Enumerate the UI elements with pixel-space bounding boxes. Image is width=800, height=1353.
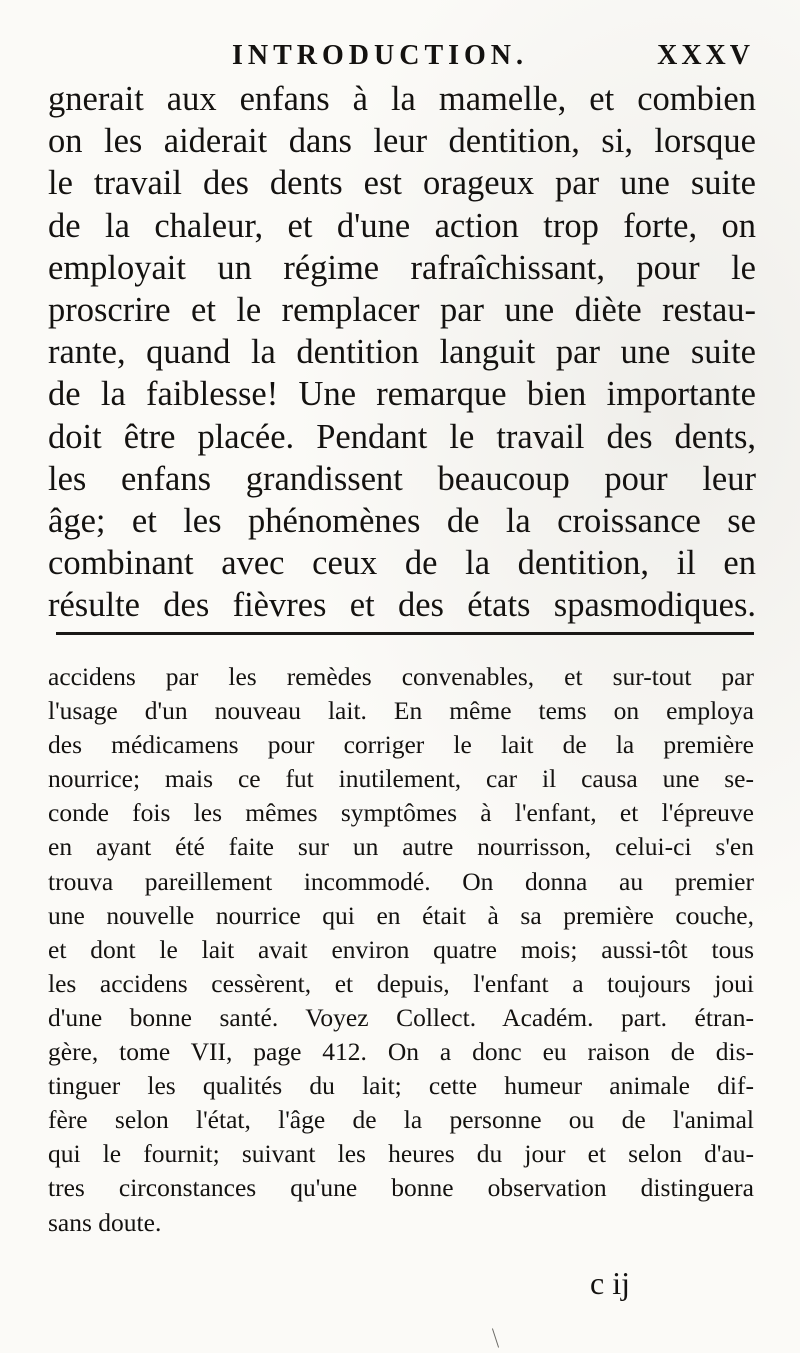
main-text-line: on les aiderait dans leur dentition, si, lorsque	[48, 122, 756, 161]
main-text-line: de la faiblesse! Une remarque bien importante	[48, 375, 756, 414]
footnote-line: l'usage d'un nouveau lait. En même tems on employa	[48, 696, 754, 726]
main-text-line: âge; et les phénomènes de la croissance se	[48, 502, 756, 541]
running-header	[232, 40, 754, 76]
footnote-line: conde fois les mêmes symptômes à l'enfant, et l'épreuve	[48, 798, 754, 828]
main-text-line: proscrire et le remplacer par une diète restau-	[48, 291, 756, 330]
footnote-line: en ayant été faite sur un autre nourrisson, celui-ci s'en	[48, 832, 754, 862]
page-number: XXXV	[657, 40, 754, 71]
running-title: INTRODUCTION.	[232, 40, 529, 71]
footnote-line: qui le fournit; suivant les heures du jour et selon d'au-	[48, 1139, 754, 1169]
footnote-line: une nouvelle nourrice qui en était à sa première couche,	[48, 900, 754, 930]
footnote-line: d'une bonne santé. Voyez Collect. Académ. part. étran-	[48, 1002, 754, 1032]
footnote-line: accidens par les remèdes convenables, et sur-tout par	[48, 662, 754, 691]
footnote-line: trouva pareillement incommodé. On donna au premier	[48, 866, 754, 896]
main-text-line: le travail des dents est orageux par une suite	[48, 164, 756, 203]
signature-mark: c ij	[590, 1265, 630, 1301]
footnote-line: tres circonstances qu'une bonne observation distinguera	[48, 1173, 754, 1203]
footnote-block	[48, 660, 754, 1240]
footnote-line: nourrice; mais ce fut inutilement, car il causa une se-	[48, 764, 754, 794]
main-text-line: employait un régime rafraîchissant, pour le	[48, 248, 756, 287]
footnote-line: sans doute.	[48, 1207, 162, 1237]
main-text-line: combinant avec ceux de la dentition, il en	[48, 544, 756, 583]
main-text-line: les enfans grandissent beaucoup pour leur	[48, 459, 756, 498]
footnote-divider	[56, 632, 754, 635]
main-text-line: doit être placée. Pendant le travail des dents,	[48, 417, 756, 456]
main-text-line: résulte des fièvres et des états spasmodiques.	[48, 586, 756, 625]
footnote-line: des médicamens pour corriger le lait de la première	[48, 730, 754, 760]
paper-speck	[492, 1328, 499, 1347]
footnote-line: les accidens cessèrent, et depuis, l'enfant a toujours joui	[48, 968, 754, 998]
main-text-line: de la chaleur, et d'une action trop forte, on	[48, 206, 756, 245]
footnote-line: tinguer les qualités du lait; cette humeur animale dif-	[48, 1071, 754, 1101]
main-text-line: gnerait aux enfans à la mamelle, et combien	[48, 80, 756, 118]
footnote-line: et dont le lait avait environ quatre mois; aussi-tôt tous	[48, 934, 754, 964]
main-text-block	[48, 78, 756, 627]
footnote-line: gère, tome VII, page 412. On a donc eu raison de dis-	[48, 1037, 754, 1067]
main-text-line: rante, quand la dentition languit par une suite	[48, 333, 756, 372]
footnote-line: fère selon l'état, l'âge de la personne ou de l'animal	[48, 1105, 754, 1135]
